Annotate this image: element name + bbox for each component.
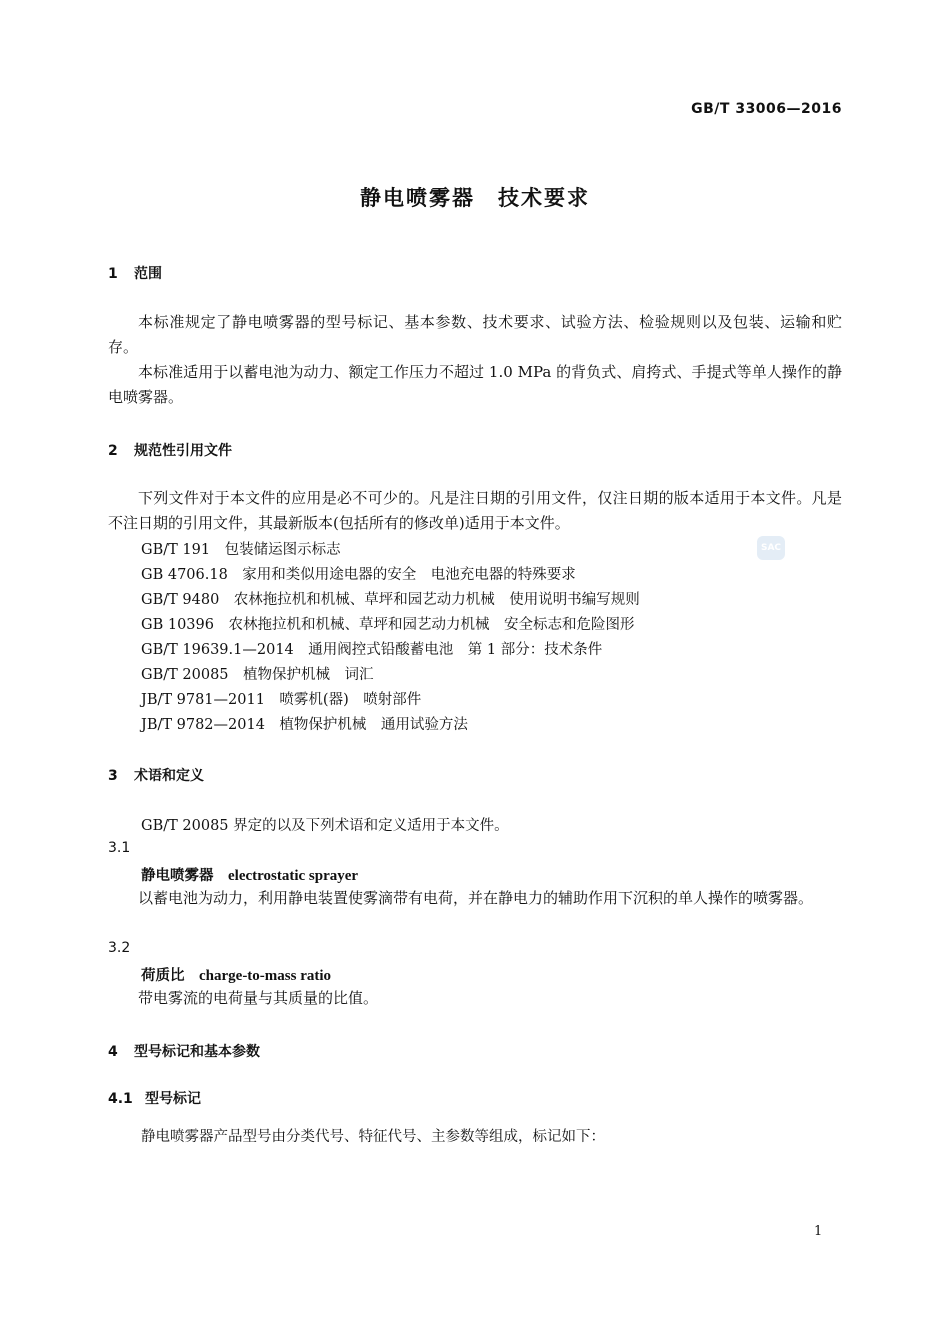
term-heading (141, 864, 358, 885)
term-zh: 静电喷雾器 (141, 868, 214, 884)
term-definition: 以蓄电池为动力，利用静电装置使雾滴带有电荷，并在静电力的辅助作用下沉积的单人操作的喷雾器。 (138, 889, 814, 907)
section-title: 术语和定义 (134, 768, 204, 784)
normative-references-paragraph: 下列文件对于本文件的应用是必不可少的。凡是注日期的引用文件，仅注日期的版本适用于本文件。凡是不注日期的引用文件，其最新版本(包括所有的修改单)适用于本文件。 (108, 489, 842, 532)
terms-intro: GB/T 20085 界定的以及下列术语和定义适用于本文件。 (141, 818, 509, 834)
reference-item: GB 4706.18 家用和类似用途电器的安全 电池充电器的特殊要求 (141, 567, 576, 583)
term-en: charge-to-mass ratio (199, 968, 332, 984)
section-3-heading (108, 765, 204, 785)
term-number: 3.2 (108, 940, 131, 956)
term-number: 3.1 (108, 840, 131, 856)
subsection-title: 型号标记 (145, 1091, 201, 1107)
reference-item: GB 10396 农林拖拉机和机械、草坪和园艺动力机械 安全标志和危险图形 (141, 617, 635, 633)
section-2-heading (108, 440, 232, 460)
section-title: 范围 (134, 266, 162, 282)
section-1-heading (108, 263, 162, 283)
model-marking-paragraph: 静电喷雾器产品型号由分类代号、特征代号、主参数等组成，标记如下： (141, 1129, 605, 1145)
reference-item: JB/T 9782—2014 植物保护机械 通用试验方法 (141, 717, 468, 733)
section-number: 3 (108, 768, 118, 784)
subsection-number: 4.1 (108, 1091, 133, 1107)
term-heading (141, 964, 331, 985)
reference-item: GB/T 191 包装储运图示标志 (141, 542, 341, 558)
term-definition: 带电雾流的电荷量与其质量的比值。 (138, 989, 379, 1007)
section-4-heading (108, 1041, 260, 1061)
reference-item: JB/T 9781—2011 喷雾机(器) 喷射部件 (141, 692, 422, 708)
reference-item: GB/T 20085 植物保护机械 词汇 (141, 667, 374, 683)
section-title: 规范性引用文件 (134, 443, 232, 459)
sac-watermark-logo: SAC (757, 536, 785, 560)
subsection-4-1-heading (108, 1088, 201, 1108)
scope-paragraph-1: 本标准规定了静电喷雾器的型号标记、基本参数、技术要求、试验方法、检验规则以及包装、运输和贮存。 (108, 313, 842, 356)
term-zh: 荷质比 (141, 968, 185, 984)
section-number: 4 (108, 1044, 118, 1060)
standard-code: GB/T 33006—2016 (691, 101, 842, 117)
reference-item: GB/T 9480 农林拖拉机和机械、草坪和园艺动力机械 使用说明书编写规则 (141, 592, 640, 608)
reference-item: GB/T 19639.1—2014 通用阀控式铅酸蓄电池 第 1 部分：技术条件 (141, 642, 603, 658)
section-title: 型号标记和基本参数 (134, 1044, 260, 1060)
section-number: 2 (108, 443, 118, 459)
document-title: 静电喷雾器 技术要求 (360, 186, 590, 210)
page-number: 1 (814, 1224, 823, 1239)
term-en: electrostatic sprayer (228, 868, 359, 884)
scope-paragraph-2: 本标准适用于以蓄电池为动力、额定工作压力不超过 1.0 MPa 的背负式、肩挎式、手提式等单人操作的静电喷雾器。 (108, 363, 842, 406)
section-number: 1 (108, 266, 118, 282)
